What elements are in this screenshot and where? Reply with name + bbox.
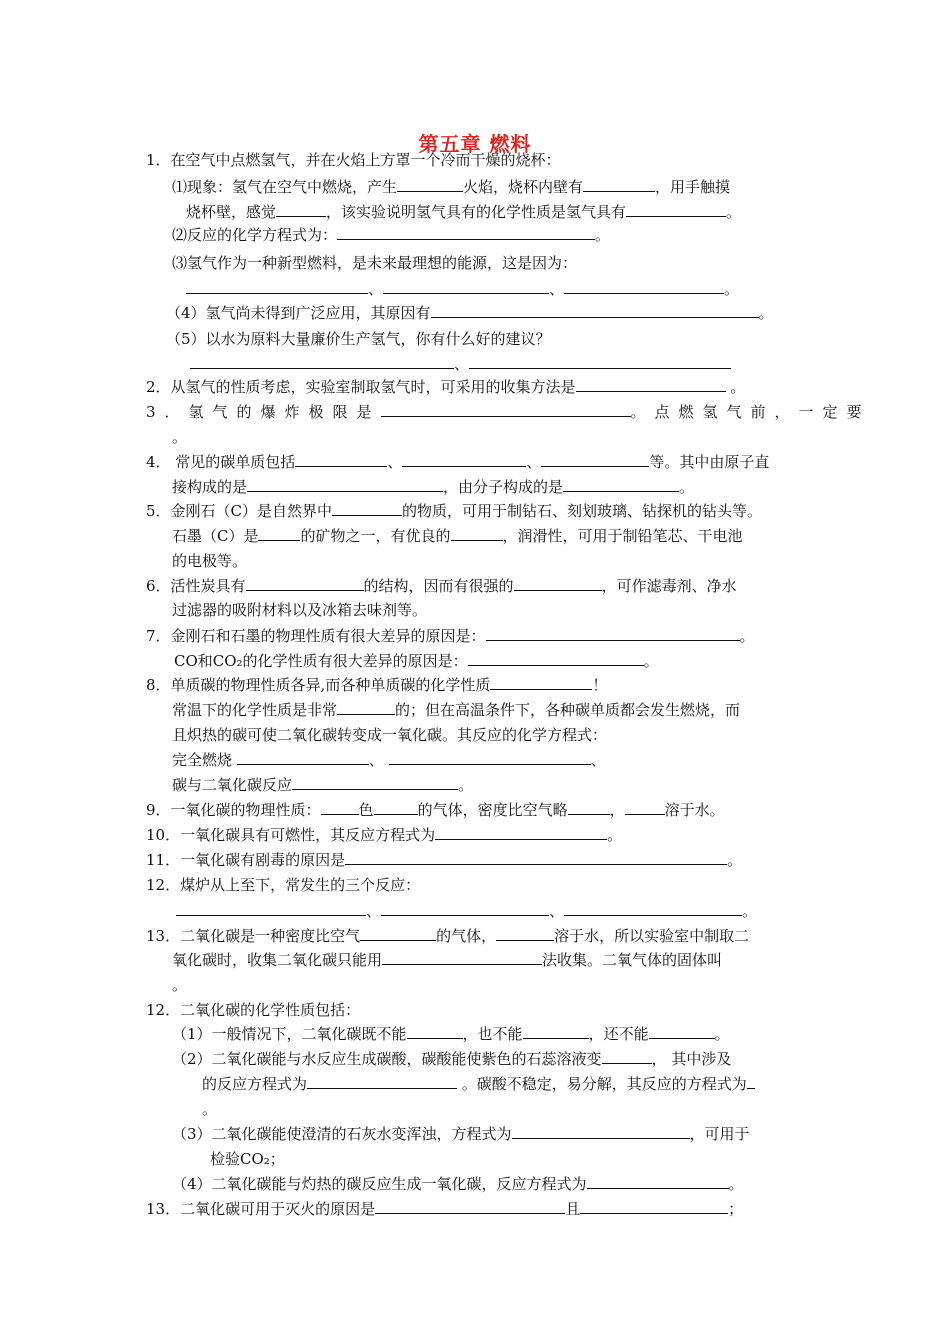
blank[interactable] — [587, 1174, 729, 1189]
question-2: 2．从氢气的性质考虑，实验室制取氢气时，可采用的收集方法是 。 — [146, 378, 746, 396]
question-12b-line-1: （1）一般情况下，二氧化碳既不能 ，也不能 ，还不能 。 — [172, 1025, 730, 1043]
question-1-line-4: ⑶氢气作为一种新型燃料，是未来最理想的能源，这是因为： — [172, 254, 578, 272]
question-8-line-3: 且炽热的碳可使二氧化碳转变成一氧化碳。其反应的化学方程式： — [172, 726, 608, 744]
blank[interactable] — [383, 279, 549, 294]
blank[interactable] — [649, 1024, 715, 1039]
blank[interactable] — [345, 850, 727, 865]
question-1-line-3: ⑵反应的化学方程式为： 。 — [172, 226, 611, 244]
blank[interactable] — [514, 576, 602, 591]
question-8-line-5: 碳与二氧化碳反应 。 — [172, 776, 474, 794]
blank[interactable] — [435, 825, 607, 840]
blank[interactable] — [583, 177, 655, 192]
blank[interactable] — [321, 800, 359, 815]
blank[interactable] — [190, 354, 454, 369]
blank[interactable] — [602, 1049, 652, 1064]
question-5: 5．金刚石（C）是自然界中 的物质，可用于制钻石、刻划玻璃、钻探机的钻头等。 — [146, 502, 763, 520]
blank[interactable] — [431, 303, 759, 318]
question-13-line-2: 氧化碳时，收集二氧化碳只能用 法收集。二氧气体的固体叫 — [172, 951, 723, 969]
question-4: 4． 常见的碳单质包括 、 、 等。其中由原子直 — [146, 453, 770, 471]
blank[interactable] — [237, 750, 369, 765]
blank[interactable] — [626, 202, 726, 217]
blank[interactable] — [580, 1199, 728, 1214]
blank[interactable] — [186, 279, 368, 294]
question-12b: 12．二氧化碳的化学性质包括： — [146, 1001, 361, 1019]
question-3-line-2: 。 — [172, 428, 188, 446]
blank[interactable] — [468, 651, 644, 666]
blank[interactable] — [397, 177, 463, 192]
blank[interactable] — [375, 1199, 565, 1214]
question-10: 10．一氧化碳具有可燃性，其反应方程式为 。 — [146, 826, 623, 844]
question-12b-line-5: （3）二氧化碳能使澄清的石灰水变浑浊，方程式为 ，可用于 — [172, 1125, 750, 1143]
blank[interactable] — [307, 1074, 457, 1089]
question-1: 1．在空气中点燃氢气，并在火焰上方罩一个冷而干燥的烧杯： — [146, 151, 561, 169]
blank[interactable] — [381, 402, 631, 417]
question-3: 3．氢气的爆炸极限是 。点燃氢气前，一定要 — [146, 403, 871, 421]
question-12b-line-7: （4）二氧化碳能与灼热的碳反应生成一氧化碳，反应方程式为 。 — [172, 1175, 744, 1193]
blank[interactable] — [258, 526, 300, 541]
blank[interactable] — [407, 1024, 463, 1039]
blank[interactable] — [332, 501, 402, 516]
blank[interactable] — [523, 1024, 589, 1039]
blank[interactable] — [563, 477, 679, 492]
blank[interactable] — [541, 452, 649, 467]
question-1-line-6: （4）氢气尚未得到广泛应用，其原因有 。 — [166, 304, 774, 322]
question-12: 12．煤炉从上至下，常发生的三个反应： — [146, 876, 421, 894]
blank[interactable] — [625, 800, 665, 815]
blank[interactable] — [496, 926, 554, 941]
question-5-line-3: 的电极等。 — [172, 552, 248, 570]
blank[interactable] — [295, 452, 387, 467]
question-7-line-2: CO和CO₂的化学性质有很大差异的原因是： 。 — [174, 652, 659, 670]
question-4-line-2: 接构成的是 ，由分子构成的是 。 — [172, 478, 695, 496]
question-12b-line-4: 。 — [202, 1100, 218, 1118]
question-6-line-2: 过滤器的吸附材料以及冰箱去味剂等。 — [172, 601, 428, 619]
question-11: 11．一氧化碳有剧毒的原因是 。 — [146, 851, 743, 869]
blank[interactable] — [337, 225, 595, 240]
question-9: 9．一氧化碳的物理性质： 色 的气体，密度比空气略 ， 溶于水。 — [146, 801, 725, 819]
blank[interactable] — [247, 477, 443, 492]
question-12b-line-2: （2）二氧化碳能与水反应生成碳酸，碳酸能使紫色的石蕊溶液变 ， 其中涉及 — [172, 1050, 732, 1068]
question-7: 7．金刚石和石墨的物理性质有很大差异的原因是： 。 — [146, 627, 755, 645]
question-1-line-1: ⑴现象：氢气在空气中燃烧，产生 火焰，烧杯内壁有 ，用手触摸 — [172, 178, 731, 196]
blank[interactable] — [564, 901, 742, 916]
question-1-line-8: 、 — [190, 354, 731, 374]
question-1-line-2: 烧杯壁，感觉 ，该实验说明氢气具有的化学性质是氢气具有 。 — [186, 203, 742, 221]
blank[interactable] — [486, 626, 740, 641]
blank[interactable] — [389, 750, 591, 765]
question-8-line-2: 常温下的化学性质是非常 的；但在高温条件下，各种碳单质都会发生燃烧，而 — [172, 701, 741, 719]
question-1-line-7: （5）以水为原料大量廉价生产氢气，你有什么好的建议？ — [166, 330, 551, 348]
blank[interactable] — [568, 800, 610, 815]
blank[interactable] — [276, 202, 326, 217]
question-5-line-2: 石墨（C）是 的矿物之一，有优良的 ，润滑性，可用于制铅笔芯、干电池 — [172, 527, 743, 545]
blank[interactable] — [374, 800, 418, 815]
blank[interactable] — [564, 279, 724, 294]
blank[interactable] — [292, 775, 458, 790]
blank[interactable] — [246, 576, 364, 591]
blank[interactable] — [176, 901, 366, 916]
question-1-line-5: 、 、 。 — [186, 279, 739, 299]
question-6: 6．活性炭具有 的结构，因而有很强的 ，可作滤毒剂、净水 — [146, 577, 737, 595]
blank[interactable] — [451, 526, 503, 541]
question-13b: 13．二氧化碳可用于灭火的原因是 且 ； — [146, 1200, 744, 1218]
blank[interactable] — [382, 950, 542, 965]
blank[interactable] — [512, 1124, 690, 1139]
question-12b-line-3: 的反应方程式为 。碳酸不稳定，易分解，其反应的方程式为 — [202, 1074, 755, 1094]
blank[interactable] — [381, 901, 549, 916]
question-8: 8．单质碳的物理性质各异,而各种单质碳的化学性质 ！ — [146, 676, 608, 694]
question-12-line-2: 、 、 。 — [176, 901, 757, 921]
blank[interactable] — [490, 675, 592, 690]
blank[interactable] — [469, 354, 731, 369]
blank[interactable] — [360, 926, 436, 941]
question-8-line-4: 完全燃烧 、 、 — [172, 751, 606, 769]
page-title: 第五章 燃料 — [418, 132, 532, 156]
blank[interactable] — [747, 1074, 755, 1089]
blank[interactable] — [337, 700, 395, 715]
blank[interactable] — [576, 377, 726, 392]
question-13-line-3: 。 — [172, 976, 188, 994]
blank[interactable] — [402, 452, 526, 467]
question-12b-line-6: 检验CO₂； — [210, 1150, 285, 1168]
question-13: 13．二氧化碳是一种密度比空气 的气体， 溶于水，所以实验室中制取二 — [146, 927, 750, 945]
